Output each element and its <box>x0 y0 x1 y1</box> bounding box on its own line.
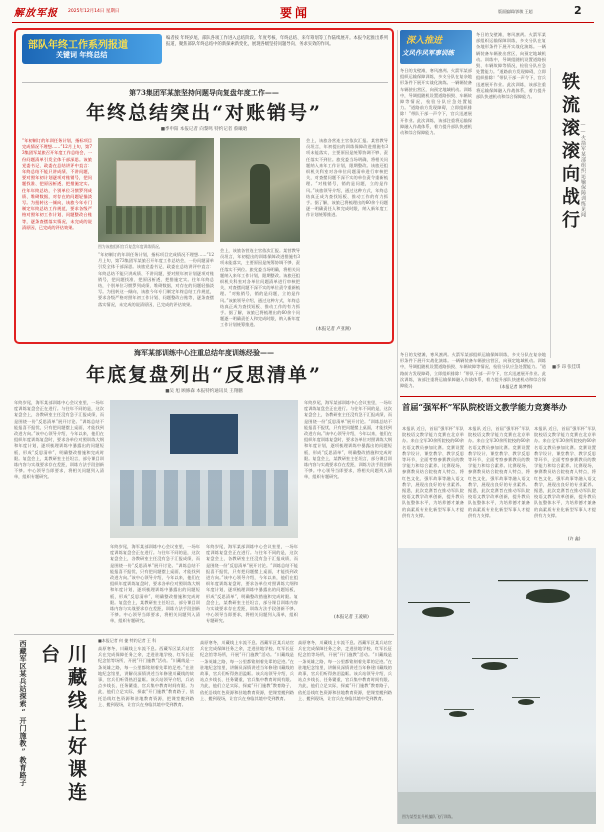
bottom-left-vertical-headline: 川藏线上好课连台 <box>38 644 87 805</box>
sidebar-story <box>400 28 596 393</box>
helicopter-caption: 图为某型直升机编队飞行训练。 <box>402 814 456 819</box>
bottom-right-signoff: (许 鑫) <box>568 536 581 541</box>
second-story-body-3: 年终岁尾，海军某部训练中心会议室里，一场年度训练复盘会正在进行。与往年不同的是，这次复盘会上，各教研室主任没有急于汇报成绩，而是围绕一份“反思清单”展开讨论。“训练总结不能报喜不报忧，只有把问题摆上桌面，才能找到改进方向。”该中心领导介绍，今年以来，他们在组织年度训练复盘时，要求各单位对照训练大纲和年度计划，逐项梳理训练中暴露出的问题短板，形成“反思清单”，明确整改措施和完成时限。复盘会上，某教研室主任坦言，部分课目训练内容与实战要求存在差距，训练方法手段创新不够。中心领导当即要求，将相关问题列入清单，组织专题研究。 <box>206 544 298 624</box>
top-story-byline: ■季申阳 本报记者 向黎鸣 特约记者 蔡曦晗 <box>160 127 248 132</box>
bottom-right-body-3: 本报讯 近日，首届“强军杯”军队院校语文教学能力竞赛在北京举办。来自全军30余所院校的60余名语文教员参加比赛。竞赛设置教学设计、课堂教学、教学反思等环节，全面考察参赛教员的教学能力和综合素养。比赛现场，参赛教员结合院校育人特点，将红色文化、强军故事等融入语文教学，展现出良好的专业素养。据悉，此次竞赛旨在推动军队院校语文教学改革创新，提升教员队伍整体水平，为培养德才兼备的高素质专业化新型军事人才提供有力支撑。 <box>534 426 596 518</box>
masthead-rule <box>12 22 594 23</box>
masthead-date: 2025年12月14日 星期日 <box>68 9 120 14</box>
bottom-right-headline: 首届“强军杯”军队院校语文教学能力竞赛举办 <box>402 402 567 412</box>
top-story-kicker: 第73集团军某旅坚持问题导向复盘年度工作—— <box>129 88 279 97</box>
page-number: 2 <box>574 4 582 17</box>
helicopter-photo <box>398 548 596 824</box>
sidebar-byline: ■李 昂 张佳琪 <box>552 365 581 370</box>
sidebar-divider <box>550 68 551 358</box>
classroom-desks <box>120 470 288 526</box>
section-title: 要闻 <box>280 6 311 20</box>
editor-note: 编者按 年终岁尾，部队各项工作进入总结阶段。年度考核、年终总结、来年筹划等工作陆续展开。本报今起推出系列报道，聚焦部队年终总结中的新探索新变化，展现各级坚持问题导向、务求实效的作风。 <box>166 36 388 48</box>
second-story-body-1: 年终岁尾，海军某部训练中心会议室里，一场年度训练复盘会正在进行。与往年不同的是，这次复盘会上，各教研室主任没有急于汇报成绩，而是围绕一份“反思清单”展开讨论。“训练总结不能报喜不报忧，只有把问题摆上桌面，才能找到改进方向。”该中心领导介绍，今年以来，他们在组织年度训练复盘时，要求各单位对照训练大纲和年度计划，逐项梳理训练中暴露出的问题短板，形成“反思清单”，明确整改措施和完成时限。复盘会上，某教研室主任坦言，部分课目训练内容与实战要求存在差距，训练方法手段创新不够。中心领导当即要求，将相关问题列入清单，组织专题研究。 <box>14 400 104 480</box>
top-story-body-right-2: 会上，该旅各营连主官依次汇报。某营教导员坦言，年初提出的训练保障改进措施有3项未能落实，主要原因是统筹协调不够、责任落实不到位。旅党委当场明确，将相关问题纳入来年工作计划，限期整改。该旅还组织机关科室对各单位问题清单进行审核把关，对查摆问题不深不实的单位责令重新梳理。“对账销号，销的是问题，立的是作风。”该旅领导介绍，通过这种方式，年终总结真正成为查找短板、推动工作的有力抓手。据了解，该旅已将梳理出的60余个问题逐一明确责任人和完成时限，纳入新年度工作计划统筹推进。 <box>220 248 300 328</box>
sidebar-badge-line1: 深入推进 <box>406 36 443 46</box>
top-story-photo-2 <box>220 138 300 242</box>
bottom-left-body-2: 高原寒冬，川藏线上车流不息。西藏军区某兵站官兵在完成保障任务之余，走进驻地学校、红军长征纪念馆等场所，开展“开门施教”活动。“川藏线是一条英雄之路，每一公里都铭刻着先辈的足迹。”在驻地纪念馆里，讲解员深情讲述当年修建川藏线的故事，官兵们听得热泪盈眶。该兵站领导介绍，兵站点多线长、任务繁重，官兵集中教育时间有限。为此，他们立足实际，探索“开门施教”教育路子，依托沿线红色资源和驻地教育资源，把课堂搬到路上、搬到现场，让官兵在身临其境中受到教育。 <box>200 640 294 701</box>
top-story-photo-caption: 图为该旅组织官兵复盘年度训练情况。 <box>98 244 163 249</box>
masthead-editor: 版面编辑/郭敏 王超 <box>498 9 533 14</box>
second-story-kicker: 海军某部训练中心注重总结年度训练经验—— <box>134 348 274 357</box>
photo-soldiers <box>106 206 206 234</box>
top-story-body-mid: “年初制订的年训任务计划，指标项目完成情况不理想……”12月上旬，第73集团军某旅召开年度工作总结会，一份问题清单引发全体干部深思。该旅党委书记、政委在总结讲评中直言：年终总结不能只讲成绩、不讲问题，要对照年初计划逐项对账销号，把问题找准、把原因析透、把措施定实。往年年终总结，个别单位习惯罗列成绩、堆砌数据，对存在的问题轻描淡写。为扭转这一倾向，该旅今年专门制定年终总结工作规范，要求各级严格对照年初工作计划、问题整改台账等，逐条查摆落实情况，未完成的说清原因，已完成的评估效果。 <box>98 252 214 307</box>
photo-figure <box>250 164 270 224</box>
sidebar-body-1: 冬日的戈壁滩，寒风凛冽。火箭军某部组织运输保障训练，多支分队在复杂地形条件下展开实战化演练。一辆辆装备车辆驶出营区，向预定地域机动。训练中，导调组随机设置道路损毁、车辆故障等情况，检验分队应急处置能力。“道路前方发现障碍，立即组织排除！”带队干部一声令下，官兵迅速展开作业。此次训练，该部注重将运输保障融入作战体系，着力提升部队快速机动和综合保障能力。 <box>476 32 546 100</box>
column-rule-main <box>397 30 398 824</box>
sidebar-body-3: 冬日的戈壁滩，寒风凛冽。火箭军某部组织运输保障训练，多支分队在复杂地形条件下展开实战化演练。一辆辆装备车辆驶出营区，向预定地域机动。训练中，导调组随机设置道路损毁、车辆故障等情况，检验分队应急处置能力。“道路前方发现障碍，立即组织排除！”带队干部一声令下，官兵迅速展开作业。此次训练，该部注重将运输保障融入作战体系，着力提升部队快速机动和综合保障能力。 <box>400 352 546 389</box>
top-story-signoff: (本报记者 卢亚洲) <box>316 327 351 332</box>
second-story-headline: 年底复盘列出“反思清单” <box>86 364 322 386</box>
top-story-rule <box>22 82 388 83</box>
photo-building <box>116 160 196 208</box>
sidebar-body-2: 冬日的戈壁滩，寒风凛冽。火箭军某部组织运输保障训练，多支分队在复杂地形条件下展开实战化演练。一辆辆装备车辆驶出营区，向预定地域机动。训练中，导调组随机设置道路损毁、车辆故障等情况，检验分队应急处置能力。“道路前方发现障碍，立即组织排除！”带队干部一声令下，官兵迅速展开作业。此次训练，该部注重将运输保障融入作战体系，着力提升部队快速机动和综合保障能力。 <box>400 68 472 136</box>
top-story-photo <box>98 138 214 242</box>
second-story-body-2: 年终岁尾，海军某部训练中心会议室里，一场年度训练复盘会正在进行。与往年不同的是，这次复盘会上，各教研室主任没有急于汇报成绩，而是围绕一份“反思清单”展开讨论。“训练总结不能报喜不报忧，只有把问题摆上桌面，才能找到改进方向。”该中心领导介绍，今年以来，他们在组织年度训练复盘时，要求各单位对照训练大纲和年度计划，逐项梳理训练中暴露出的问题短板，形成“反思清单”，明确整改措施和完成时限。复盘会上，某教研室主任坦言，部分课目训练内容与实战要求存在差距，训练方法手段创新不够。中心领导当即要求，将相关问题列入清单，组织专题研究。 <box>110 544 200 624</box>
sidebar-signoff: (本报记者 陈梦烨) <box>500 384 533 389</box>
bottom-left-rule <box>14 634 394 635</box>
bottom-left-vertical-kicker: 西藏军区某兵站探索“开门施教”教育路子 <box>19 640 28 787</box>
bottom-left-story <box>14 634 196 824</box>
sidebar-badge-line2: 文风作风军事训练 <box>402 49 454 57</box>
second-story-photo <box>110 400 298 538</box>
series-banner-title: 部队年终工作系列报道 <box>28 40 128 51</box>
series-banner-subtitle: 关键词 年终总结 <box>56 50 108 59</box>
second-story-body-4: 年终岁尾，海军某部训练中心会议室里，一场年度训练复盘会正在进行。与往年不同的是，这次复盘会上，各教研室主任没有急于汇报成绩，而是围绕一份“反思清单”展开讨论。“训练总结不能报喜不报忧，只有把问题摆上桌面，才能找到改进方向。”该中心领导介绍，今年以来，他们在组织年度训练复盘时，要求各单位对照训练大纲和年度计划，逐项梳理训练中暴露出的问题短板，形成“反思清单”，明确整改措施和完成时限。复盘会上，某教研室主任坦言，部分课目训练内容与实战要求存在差距，训练方法手段创新不够。中心领导当即要求，将相关问题列入清单，组织专题研究。 <box>304 400 392 480</box>
bottom-right-body-2: 本报讯 近日，首届“强军杯”军队院校语文教学能力竞赛在北京举办。来自全军30余所院校的60余名语文教员参加比赛。竞赛设置教学设计、课堂教学、教学反思等环节，全面考察参赛教员的教学能力和综合素养。比赛现场，参赛教员结合院校育人特点，将红色文化、强军故事等融入语文教学，展现出良好的专业素养。据悉，此次竞赛旨在推动军队院校语文教学改革创新，提升教员队伍整体水平，为培养德才兼备的高素质专业化新型军事人才提供有力支撑。 <box>468 426 530 518</box>
bottom-right-story <box>400 396 596 541</box>
bottom-left-byline: ■本报记者 何 捷 特约记者 王 科 <box>98 638 157 643</box>
top-story <box>14 28 394 344</box>
helicopter-illustration <box>398 548 596 824</box>
top-story-body-right: 会上，该旅各营连主官依次汇报。某营教导员坦言，年初提出的训练保障改进措施有3项未能落实，主要原因是统筹协调不够、责任落实不到位。旅党委当场明确，将相关问题纳入来年工作计划，限期整改。该旅还组织机关科室对各单位问题清单进行审核把关，对查摆问题不深不实的单位责令重新梳理。“对账销号，销的是问题，立的是作风。”该旅领导介绍，通过这种方式，年终总结真正成为查找短板、推动工作的有力抓手。据了解，该旅已将梳理出的60余个问题逐一明确责任人和完成时限，纳入新年度工作计划统筹推进。 <box>306 138 388 218</box>
sidebar-vertical-headline: 铁流滚滚向战行 <box>559 72 580 233</box>
second-story <box>14 348 394 630</box>
bottom-left-body-3: 高原寒冬，川藏线上车流不息。西藏军区某兵站官兵在完成保障任务之余，走进驻地学校、红军长征纪念馆等场所，开展“开门施教”活动。“川藏线是一条英雄之路，每一公里都铭刻着先辈的足迹。”在驻地纪念馆里，讲解员深情讲述当年修建川藏线的故事，官兵们听得热泪盈眶。该兵站领导介绍，兵站点多线长、任务繁重，官兵集中教育时间有限。为此，他们立足实际，探索“开门施教”教育路子，依托沿线红色资源和驻地教育资源，把课堂搬到路上、搬到现场，让官兵在身临其境中受到教育。 <box>298 640 392 701</box>
sidebar-vertical-sub: ——火箭军某部组织运输保障训练见闻 <box>580 122 586 218</box>
top-story-body-left: “年初制订的年训任务计划，指标项目完成情况不理想……”12月上旬，第73集团军某旅召开年度工作总结会，一份问题清单引发全体干部深思。该旅党委书记、政委在总结讲评中直言：年终总结不能只讲成绩、不讲问题，要对照年初计划逐项对账销号，把问题找准、把原因析透、把措施定实。往年年终总结，个别单位习惯罗列成绩、堆砌数据，对存在的问题轻描淡写。为扭转这一倾向，该旅今年专门制定年终总结工作规范，要求各级严格对照年初工作计划、问题整改台账等，逐条查摆落实情况，未完成的说清原因，已完成的评估效果。 <box>22 138 92 230</box>
bottom-right-body-1: 本报讯 近日，首届“强军杯”军队院校语文教学能力竞赛在北京举办。来自全军30余所院校的60余名语文教员参加比赛。竞赛设置教学设计、课堂教学、教学反思等环节，全面考察参赛教员的教学能力和综合素养。比赛现场，参赛教员结合院校育人特点，将红色文化、强军故事等融入语文教学，展现出良好的专业素养。据悉，此次竞赛旨在推动军队院校语文教学改革创新，提升教员队伍整体水平，为培养德才兼备的高素质专业化新型军事人才提供有力支撑。 <box>402 426 464 518</box>
second-story-byline: ■吴 旭 顾修森 本报特约通讯员 王翔鹏 <box>165 389 243 394</box>
second-story-signoff: (本报记者 王凌硕) <box>334 615 369 620</box>
bottom-right-rule <box>400 396 596 397</box>
masthead <box>0 0 604 28</box>
bottom-left-body-1: 高原寒冬，川藏线上车流不息。西藏军区某兵站官兵在完成保障任务之余，走进驻地学校、红军长征纪念馆等场所，开展“开门施教”活动。“川藏线是一条英雄之路，每一公里都铭刻着先辈的足迹。”在驻地纪念馆里，讲解员深情讲述当年修建川藏线的故事，官兵们听得热泪盈眶。该兵站领导介绍，兵站点多线长、任务繁重，官兵集中教育时间有限。为此，他们立足实际，探索“开门施教”教育路子，依托沿线红色资源和驻地教育资源，把课堂搬到路上、搬到现场，让官兵在身临其境中受到教育。 <box>98 646 194 707</box>
masthead-logo: 解放军报 <box>14 8 58 19</box>
top-story-headline: 年终总结突出“对账销号” <box>86 102 322 124</box>
classroom-screen <box>170 414 238 454</box>
